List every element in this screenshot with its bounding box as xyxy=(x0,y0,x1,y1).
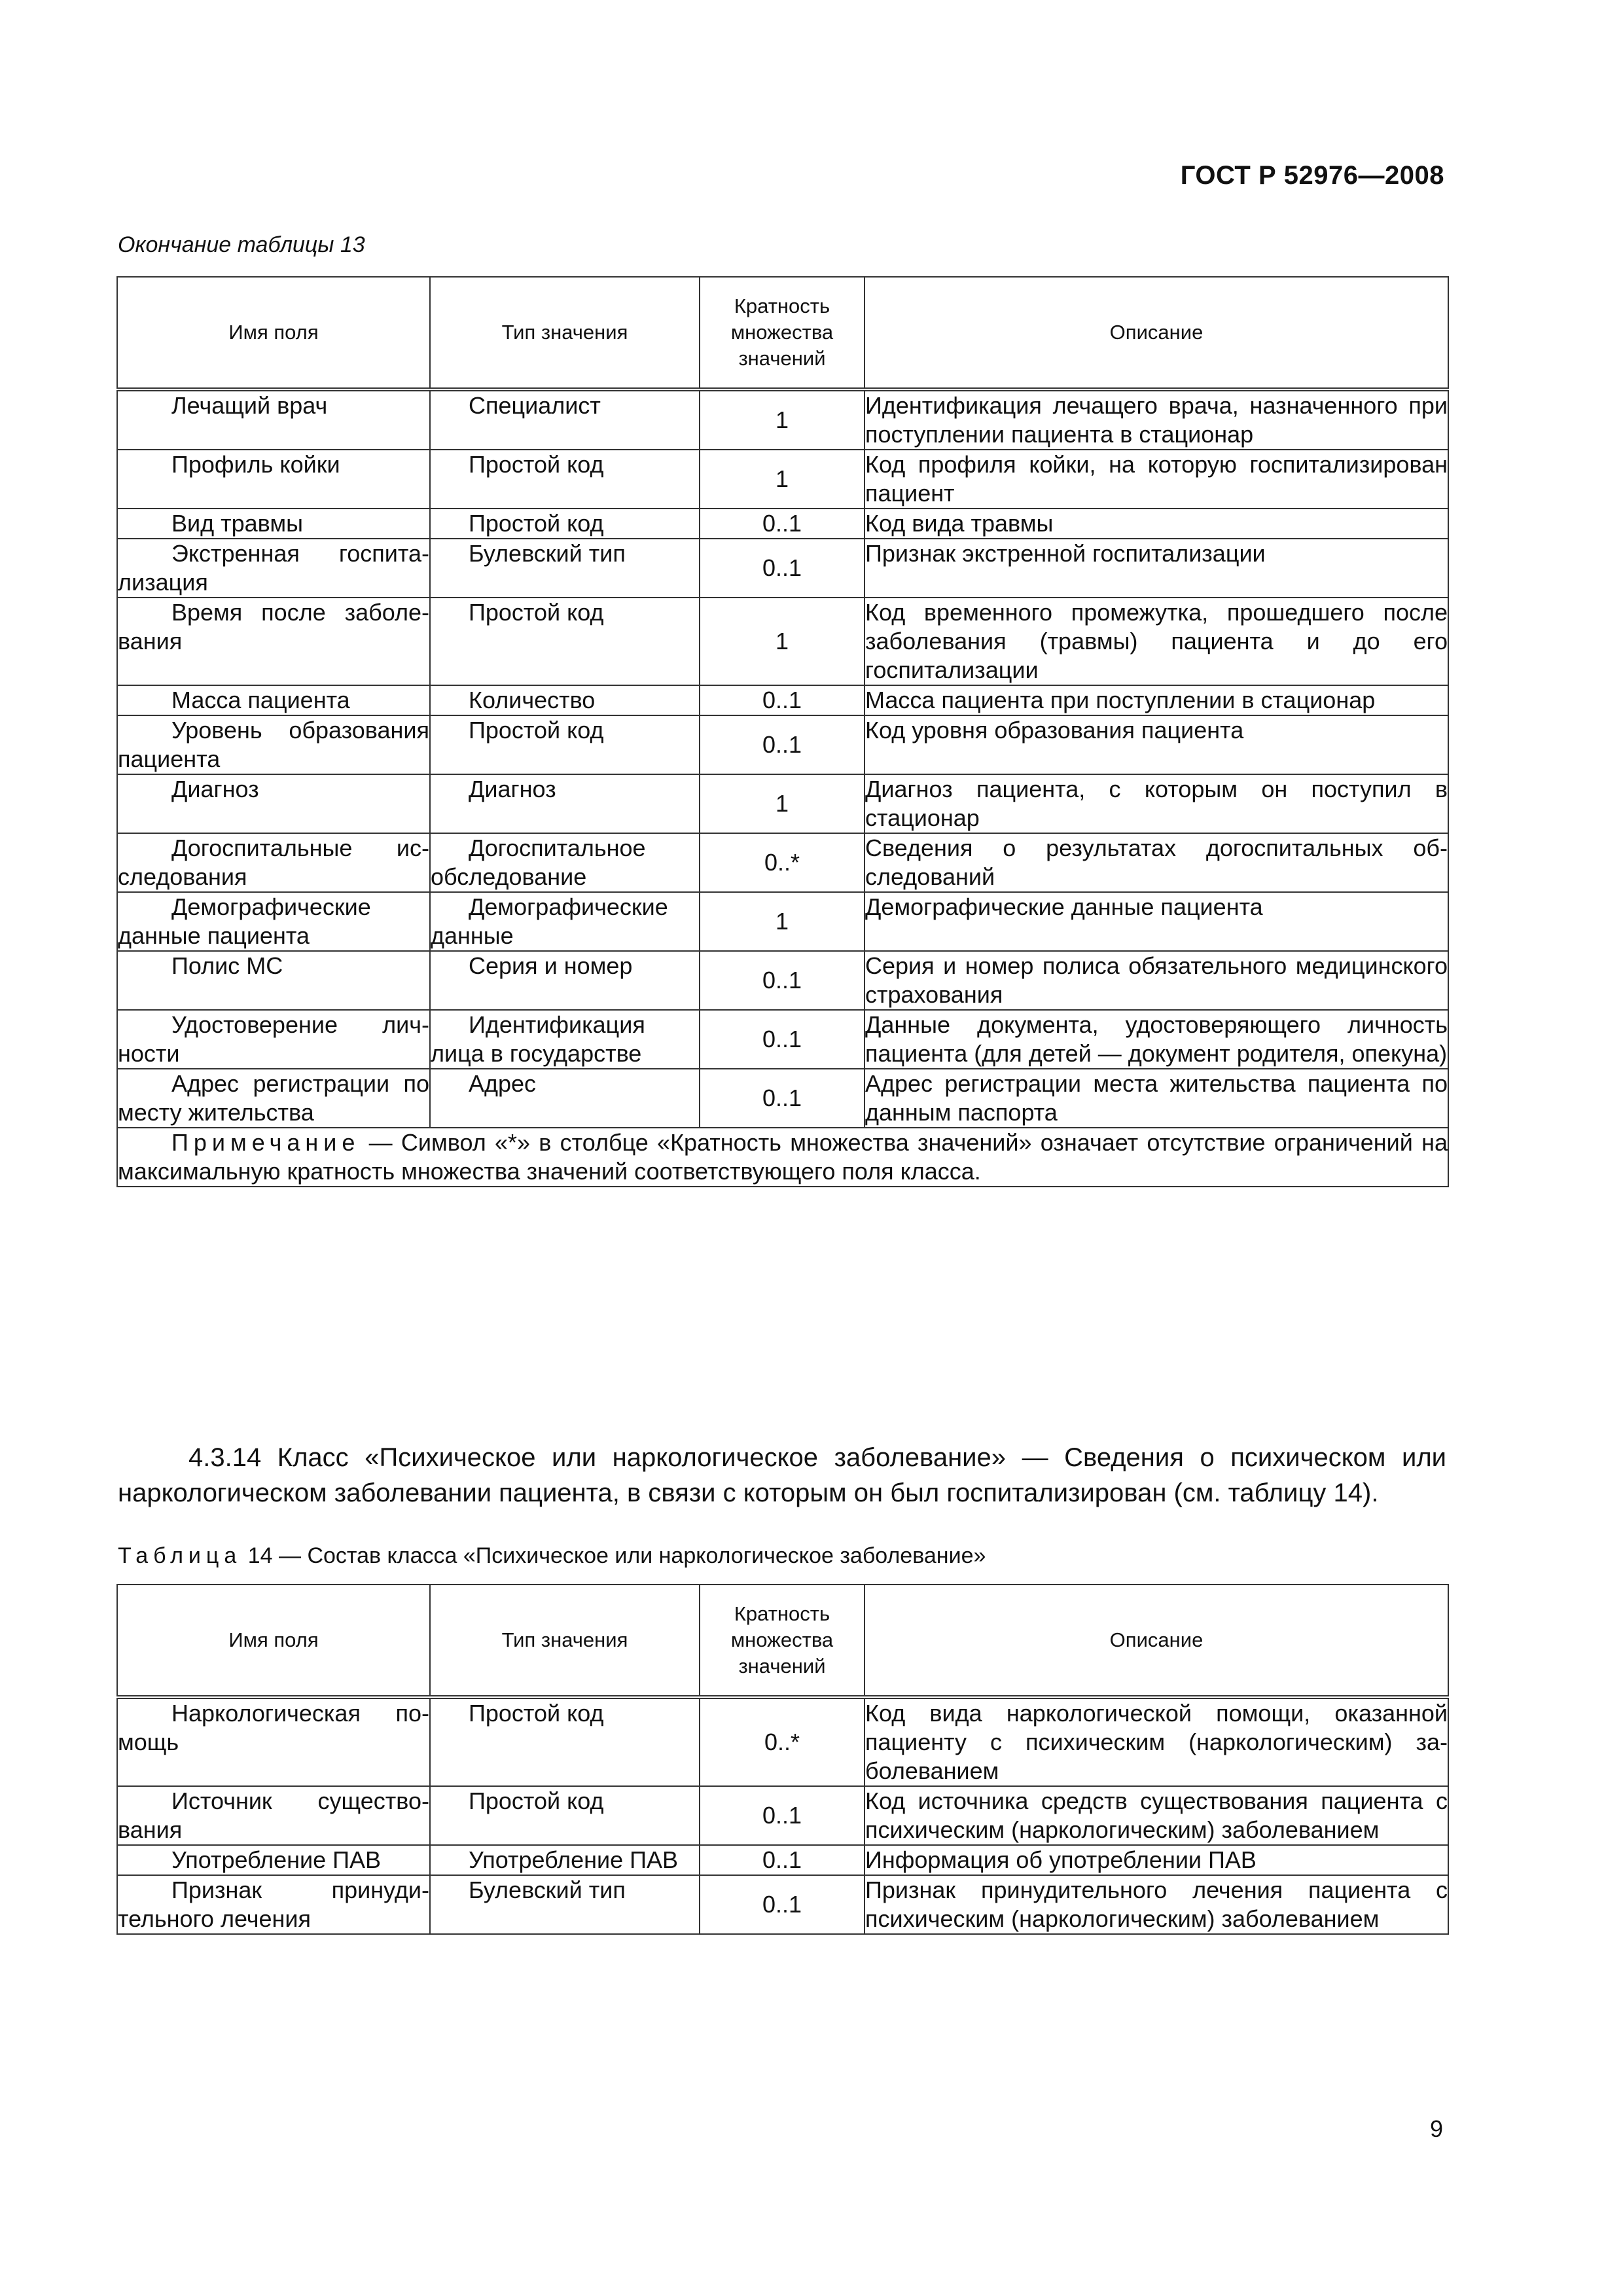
cell-value-type: Булевский тип xyxy=(430,539,700,598)
cell-multiplicity: 0..1 xyxy=(700,1786,865,1845)
table-header-row xyxy=(117,277,1448,389)
page-number: 9 xyxy=(1429,2115,1443,2142)
cell-value-type: Простой код xyxy=(430,1786,700,1845)
document-id: ГОСТ Р 52976—2008 xyxy=(1180,161,1444,190)
table-14-title xyxy=(118,1543,986,1569)
cell-description: Серия и номер полиса обязательного медицинского страхования xyxy=(865,951,1448,1010)
table-13 xyxy=(116,276,1449,1187)
table-13-body xyxy=(117,389,1448,1187)
cell-value-type: Серия и номер xyxy=(430,951,700,1010)
cell-field-name: Признак принудительного лечения xyxy=(117,1875,430,1934)
table-row xyxy=(117,509,1448,539)
cell-multiplicity: 0..1 xyxy=(700,715,865,774)
cell-value-type: Простой код xyxy=(430,1697,700,1786)
cell-multiplicity: 0..1 xyxy=(700,951,865,1010)
cell-multiplicity: 1 xyxy=(700,774,865,833)
table-row xyxy=(117,892,1448,951)
cell-description: Сведения о результатах догоспитальных обследований xyxy=(865,833,1448,892)
cell-value-type: Простой код xyxy=(430,450,700,509)
cell-description: Признак принудительного лечения пациента с психическим (наркологическим) заболеванием xyxy=(865,1875,1448,1934)
cell-value-type: Употребление ПАВ xyxy=(430,1845,700,1875)
cell-description: Информация об употреблении ПАВ xyxy=(865,1845,1448,1875)
cell-field-name: Адрес регистрации по месту жительства xyxy=(117,1069,430,1128)
table-row xyxy=(117,1697,1448,1786)
column-header-multiplicity: Кратность множества значений xyxy=(700,277,865,389)
table-note-row xyxy=(117,1128,1448,1187)
table-row xyxy=(117,1069,1448,1128)
table-row xyxy=(117,685,1448,715)
cell-description: Признак экстренной госпитализации xyxy=(865,539,1448,598)
table-row xyxy=(117,833,1448,892)
cell-description: Код источника средств существования пациента с психическим (наркологическим) заболеванием xyxy=(865,1786,1448,1845)
cell-description: Демографические данные пациента xyxy=(865,892,1448,951)
cell-field-name: Источник существования xyxy=(117,1786,430,1845)
cell-value-type: Догоспитальное обследование xyxy=(430,833,700,892)
cell-multiplicity: 0..1 xyxy=(700,1875,865,1934)
cell-field-name: Масса пациента xyxy=(117,685,430,715)
cell-description: Масса пациента при поступлении в стационар xyxy=(865,685,1448,715)
cell-multiplicity: 0..* xyxy=(700,1697,865,1786)
cell-field-name: Лечащий врач xyxy=(117,389,430,450)
table-row xyxy=(117,598,1448,685)
cell-multiplicity: 0..* xyxy=(700,833,865,892)
cell-field-name: Уровень образования пациента xyxy=(117,715,430,774)
table-row xyxy=(117,1875,1448,1934)
table-row xyxy=(117,1786,1448,1845)
cell-field-name: Демографические данные пациента xyxy=(117,892,430,951)
table-row xyxy=(117,1010,1448,1069)
cell-value-type: Простой код xyxy=(430,715,700,774)
table-row xyxy=(117,389,1448,450)
column-header-multiplicity: Кратность множества значений xyxy=(700,1585,865,1697)
section-4-3-14-paragraph: 4.3.14 Класс «Психическое или наркологическое заболевание» — Сведения о психическом или наркологическом заболевании пациента, в связи с которым он был госпитализирован (см. таблицу 14). xyxy=(118,1443,1446,1507)
cell-description: Диагноз пациента, с которым он поступил в стационар xyxy=(865,774,1448,833)
column-header-field-name: Имя поля xyxy=(117,277,430,389)
table-14-title-text: 14 — Состав класса «Психическое или наркологическое заболевание» xyxy=(241,1543,986,1568)
note-text: — Символ «*» в столбце «Кратность множества значений» означает отсутствие ограничений на максимальную кратность множества значений соответствующего поля класса. xyxy=(118,1129,1448,1185)
cell-field-name: Вид травмы xyxy=(117,509,430,539)
table-14 xyxy=(116,1584,1449,1935)
column-header-field-name: Имя поля xyxy=(117,1585,430,1697)
cell-description: Данные документа, удостоверяющего личность пациента (для детей — документ родителя, опекуна) xyxy=(865,1010,1448,1069)
note-label: Примечание xyxy=(171,1129,361,1156)
cell-value-type: Количество xyxy=(430,685,700,715)
cell-field-name: Профиль койки xyxy=(117,450,430,509)
cell-field-name: Догоспитальные исследования xyxy=(117,833,430,892)
cell-value-type: Простой код xyxy=(430,598,700,685)
cell-value-type: Простой код xyxy=(430,509,700,539)
cell-description: Код вида наркологической помощи, оказанной пациенту с психическим (наркологическим) заболеванием xyxy=(865,1697,1448,1786)
table-row xyxy=(117,715,1448,774)
cell-value-type: Адрес xyxy=(430,1069,700,1128)
column-header-description: Описание xyxy=(865,277,1448,389)
table-header-row xyxy=(117,1585,1448,1697)
cell-value-type: Диагноз xyxy=(430,774,700,833)
table-row xyxy=(117,774,1448,833)
cell-multiplicity: 0..1 xyxy=(700,539,865,598)
cell-multiplicity: 1 xyxy=(700,598,865,685)
cell-value-type: Булевский тип xyxy=(430,1875,700,1934)
column-header-value-type: Тип значения xyxy=(430,1585,700,1697)
cell-field-name: Полис МС xyxy=(117,951,430,1010)
cell-field-name: Время после заболевания xyxy=(117,598,430,685)
table-14-title-label: Таблица xyxy=(118,1543,242,1568)
table-note xyxy=(117,1128,1448,1187)
cell-field-name: Диагноз xyxy=(117,774,430,833)
cell-description: Код временного промежутка, прошедшего после заболевания (травмы) пациента и до его госпитализации xyxy=(865,598,1448,685)
cell-field-name: Удостоверение личности xyxy=(117,1010,430,1069)
cell-description: Код уровня образования пациента xyxy=(865,715,1448,774)
table-row xyxy=(117,1845,1448,1875)
cell-description: Адрес регистрации места жительства пациента по данным паспорта xyxy=(865,1069,1448,1128)
table-row xyxy=(117,539,1448,598)
cell-multiplicity: 0..1 xyxy=(700,1010,865,1069)
cell-value-type: Специалист xyxy=(430,389,700,450)
cell-multiplicity: 0..1 xyxy=(700,1845,865,1875)
table-row xyxy=(117,450,1448,509)
table-14-body xyxy=(117,1697,1448,1934)
cell-value-type: Демографические данные xyxy=(430,892,700,951)
column-header-description: Описание xyxy=(865,1585,1448,1697)
cell-field-name: Экстренная госпитализация xyxy=(117,539,430,598)
cell-multiplicity: 1 xyxy=(700,389,865,450)
cell-description: Код профиля койки, на которую госпитализирован пациент xyxy=(865,450,1448,509)
cell-value-type: Идентификация лица в государстве xyxy=(430,1010,700,1069)
column-header-value-type: Тип значения xyxy=(430,277,700,389)
cell-multiplicity: 1 xyxy=(700,892,865,951)
cell-field-name: Употребление ПАВ xyxy=(117,1845,430,1875)
cell-description: Код вида травмы xyxy=(865,509,1448,539)
cell-multiplicity: 1 xyxy=(700,450,865,509)
table-row xyxy=(117,951,1448,1010)
cell-multiplicity: 0..1 xyxy=(700,1069,865,1128)
cell-multiplicity: 0..1 xyxy=(700,685,865,715)
cell-field-name: Наркологическая помощь xyxy=(117,1697,430,1786)
cell-multiplicity: 0..1 xyxy=(700,509,865,539)
cell-description: Идентификация лечащего врача, назначенного при поступлении пациента в стационар xyxy=(865,389,1448,450)
table-13-continuation-caption: Окончание таблицы 13 xyxy=(118,232,365,257)
